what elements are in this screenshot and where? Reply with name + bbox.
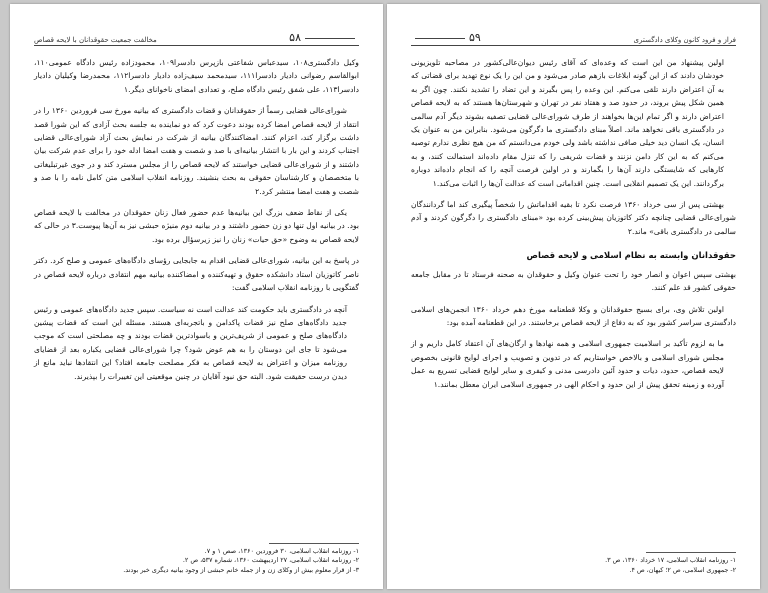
paragraph: بهشتی پس از سی خرداد ۱۳۶۰ فرصت نکرد تا بقیه اقداماتش را شخصاً پیگیری کند اما گردانندگان شورای‌عالی قضایی چنانچه دکتر کاتوزیان پیش‌بینی کرده بود «مبنای دادگستری را دگرگون کردند و آدم سالمی در دادگستری باقی» ماند.۲ (411, 200, 736, 236)
page-number-rule (415, 38, 465, 39)
paragraph: در پاسخ به این بیانیه، شورای‌عالی قضایی اقدام به جابجایی رؤسای دادگاه‌های عمومی و صلح کرد. دکتر ناصر کاتوزیان استاد دانشکده حقوق و تهیه‌کننده و امضاکننده بیانیه مهم انتقادی درباره لایحه قصاص در گفتگویی با روزنامه انقلاب اسلامی گفت: (34, 256, 359, 293)
paragraph: اولین تلاش وی، برای بسیج حقوقدانان و وکلا قطعنامه مورخ دهم خرداد ۱۳۶۰ انجمن‌های اسلامی دادگستری سراسر کشور بود که به دفاع از لایحه قصاص برخاستند. در این قطعنامه آمده بود: (411, 304, 736, 327)
footnote: ۲- روزنامه انقلاب اسلامی، ۲۷ اردیبهشت ۱۳۶۰، شماره ۵۳۷، ص ۲. (182, 556, 359, 564)
right-running-title: فراز و فرود کانون وکلای دادگستری (633, 36, 736, 44)
right-page-number: ۵۹ (469, 31, 481, 44)
left-running-title: مخالفت جمعیت حقوقدانان با لایحه قصاص (34, 36, 157, 44)
footnote-rule (646, 552, 736, 553)
paragraph: شورای‌عالی قضایی رسماً از حقوقدانان و قضات دادگستری که بیانیه مورخ سی فروردین ۱۳۶۰ را در انتقاد از لایحه قصاص امضا کرده بودند دعوت کرد که دو نماینده به جلسه بحث آزادی که این شورا قصد داشت برگزار کند، اعزام کنند. امضاکنندگان بیانیه از شرکت در نمایش بحث آزاد شورای‌عالی قضایی اجتناب کردند و این بار با انتشار بیانیه‌ای با صد و شصت و هفت امضا ادله خود را برای عدم شرکت بیان داشتند و از شورای‌عالی قضایی خواستند که لایحه قصاص را از مجلس مسترد کند و در جوی غیرتبلیغاتی با متخصصان و کارشناسان حقوقی به بحث بنشیند. روزنامه انقلاب اسلامی متن کامل نامه را با صد و شصت و هفت امضا منتشر کرد.۲ (34, 106, 359, 196)
section-heading: حقوقدانان وابسته به نظام اسلامی و لایحه قصاص (526, 251, 736, 262)
page-number-rule (305, 38, 355, 39)
left-page-header (34, 18, 359, 46)
block-quote: اولین پیشنهاد من این است که وعده‌ای که آقای رئیس دیوان‌عالی‌کشور در مصاحبه تلویزیونی خودشان دادند که از این گونه ابلاغات بازهم صادر می‌شود و من این را یک نوع تهدید برای قضاتی که به آن اعتراض دارند تلقی می‌کنم. این وعده را پس بگیرند و این تضاد را تشدید نکنند. چون اگر به همین شکل پیش بروند، در حدود صد و هفتاد نفر در تهران و شهرستان‌ها هستند که به لایحه قصاص اعتراض دارند و اگر تمام این‌ها بخواهند از طرف شورای‌عالی قضایی تصفیه بشوند دیگر آدم سالمی در دادگستری باقی نخواهد ماند. اصلاً مبنای دادگستری ما دگرگون می‌شود. بنابراین من به عنوان یک انسان، یک انسان دید خیلی صافی نداشته باشد ولی خودم می‌دانستم که من هیچ نظری ندارم توصیه می‌کنم که به این کار دامن نزنند و قضات شریفی را که تنزل مقام داده‌اند استمالت کنند، و به کارهایی که شایستگی دارند آن‌ها را بگمارند و در اولین فرصت آنچه را که انجام داده‌اند دوباره برگردانند. این یک تصمیم انقلابی است. چنین اقداماتی است که عدالت آن‌ها را اثبات می‌کند.۱ (411, 58, 724, 188)
right-page-number-wrap (411, 31, 481, 44)
footnote: ۳- از قرار معلوم بیش از وکلای زن و از جمله خانم حبشی از وجود بیانیه دیگری خبر بودند. (123, 565, 359, 574)
left-page-body (34, 56, 359, 383)
right-page-header (411, 18, 736, 46)
footnote: ۱- روزنامه انقلاب اسلامی، ۱۷ خرداد ۱۳۶۰، ص ۳. (605, 556, 736, 564)
left-page-number-wrap (289, 31, 359, 44)
book-spread (10, 4, 760, 589)
paragraph: وکیل دادگستری۱۰۸، سیدعباس شفاعتی بازپرس دادسرا۱۰۹، محمودزاده رئیس دادگاه عمومی۱۱۰، ابوالقاسم رضوانی دادیار دادسرا۱۱۱، سیدمحمد سیف‌زاده دادیار دادسرا۱۱۲، محمدرضا وکیلیان دادیار دادسرا۱۱۳، علی شفق رئیس دادگاه صلح، و تعدادی امضای ناخوانای دیگر.۱ (34, 58, 359, 94)
paragraph: بهشتی سپس اعوان و انصار خود را تحت عنوان وکیل و حقوقدان به صحنه فرستاد تا در مقابل جامعه حقوقی کشور قد علم کنند. (411, 269, 736, 293)
left-page (10, 4, 383, 589)
right-footnotes (411, 552, 736, 575)
paragraph: یکی از نقاط ضعف بزرگ این بیانیه‌ها عدم حضور فعال زنان حقوقدان در مخالفت با لایحه قصاص بود. در بیانیه اول تنها دو زن حضور داشتند و در بیانیه دوم منیژه حبشی نیز به آن‌ها پیوست.۳ در حالی که لایحه قصاص به وضوح «حق حیات» زنان را نیز زیرسؤال برده بود. (34, 208, 359, 244)
left-page-number: ۵۸ (289, 31, 301, 44)
right-page (387, 4, 760, 589)
footnote: ۱- روزنامه انقلاب اسلامی، ۳۰ فروردین ۱۳۶۰، صص ۱ و ۷. (204, 546, 359, 555)
footnote-rule (269, 543, 359, 544)
left-footnotes (34, 543, 359, 576)
block-quote: آنچه در دادگستری باید حکومت کند عدالت است نه سیاست. سپس جدید دادگاه‌های عمومی و رئیس جدید دادگاه‌های صلح نیز قضات پاکدامن و باتجربه‌ای هستند. مسئله این است که قضات پیشین دادگاه‌های صلح و عمومی از شریف‌ترین و باسوادترین قضات بودند و چه مصلحتی است که موجب می‌شود تا جای این دوستان را به هم عوض شود؟ چرا شورای‌عالی قضایی یکباره بعد از قضایای روزنامه میزان و اعتراض به لایحه قصاص به فکر مصلحت جامعه افتاد؟ این انتقادها نباید مانع از دیدن درست حقیقت شود. البته حق نبود آقایان در چنین موقعیتی این تغییرات را بپذیرند. (34, 304, 347, 381)
right-page-body (411, 56, 736, 391)
block-quote: ما به لزوم تأکید بر اسلامیت جمهوری اسلامی و همه نهادها و ارگان‌های آن اعتقاد کامل داریم و از مجلس شورای اسلامی و بالاخص خواستاریم که در تدوین و تصویب و اجرای لوایح قانونی بخصوص لایحه قصاص، حدود، دیات و حدود آئین دادرسی مدنی و کیفری و سایر لوایح قضایی تسریع به عمل آورده و زمینه تحقق پیش از این حدود و احکام الهی در جمهوری اسلامی ایران معطل بمانند.۱ (411, 339, 724, 389)
footnote: ۲- جمهوری اسلامی، ص ۲؛ کیهان، ص ۴. (629, 565, 736, 574)
